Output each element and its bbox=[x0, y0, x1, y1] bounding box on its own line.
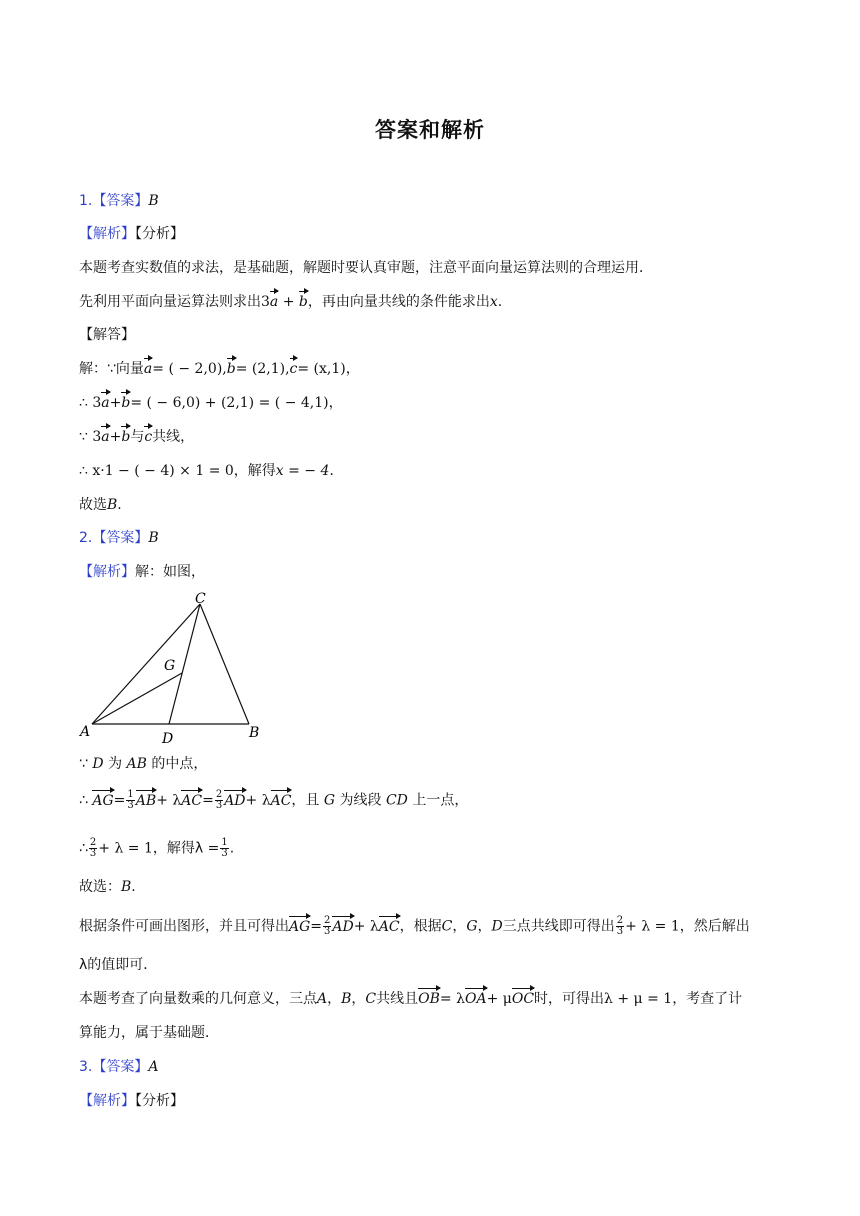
q2-answer-label: 【答案】 bbox=[92, 530, 149, 546]
q2-s3-therefore: ∴ bbox=[79, 840, 88, 857]
q3-analysis-header bbox=[79, 1091, 184, 1111]
q1-s3-collinear: 共线， bbox=[152, 429, 195, 445]
q2-p3-A: A bbox=[317, 991, 328, 1007]
q2-s3-end: . bbox=[229, 840, 235, 857]
q1-solution-line-2 bbox=[79, 393, 343, 413]
q2-s1-AB: AB bbox=[126, 756, 147, 772]
q2-s2-plus-lambda: + λ bbox=[245, 792, 271, 809]
q2-p1-comma: ， bbox=[452, 918, 467, 935]
fraction-two-thirds bbox=[323, 916, 331, 937]
q2-answer-value: B bbox=[148, 530, 159, 546]
q2-analysis-intro bbox=[79, 562, 205, 582]
q1-s2-prefix: ∴ 3 bbox=[79, 395, 102, 411]
q2-s2-G: G bbox=[323, 792, 336, 809]
q2-s1-because: ∵ bbox=[79, 756, 88, 772]
q1-analysis-method: 先利用平面向量运算法则求出3a + b，再由向量共线的条件能求出x. bbox=[79, 294, 503, 310]
q1-s3-with: 与 bbox=[130, 429, 145, 445]
edge-AC bbox=[92, 604, 200, 724]
q1-number: 1. bbox=[79, 193, 93, 209]
q1-method-plus: + bbox=[278, 294, 299, 310]
vector-c: c bbox=[144, 429, 153, 445]
vector-OC: OC bbox=[511, 991, 535, 1007]
vector-AD: AD bbox=[224, 792, 246, 809]
q2-paragraph-line-1 bbox=[79, 916, 750, 937]
q2-solution-line-2 bbox=[79, 790, 468, 811]
q2-intro-text: 解：如图， bbox=[135, 564, 205, 580]
q1-jieda-header: 【解答】 bbox=[79, 327, 135, 343]
q2-s1-is: 为 bbox=[108, 756, 123, 772]
fraction-numerator: 1 bbox=[127, 789, 134, 800]
q1-method-text-a: 先利用平面向量运算法则求出 bbox=[79, 294, 261, 310]
q3-fenxi-label: 【分析】 bbox=[135, 1093, 184, 1109]
q2-s2-CD: CD bbox=[385, 792, 408, 809]
label-C: C bbox=[195, 591, 206, 607]
fraction-denominator: 3 bbox=[616, 926, 624, 937]
vector-c: c bbox=[289, 361, 298, 377]
vector-a: a bbox=[269, 294, 279, 310]
q2-s2-equals: = bbox=[113, 792, 126, 809]
q2-p3-then: 时，可得出 bbox=[534, 991, 605, 1007]
q1-s4-solve: ，解得 bbox=[233, 463, 276, 479]
q1-fenxi-label: 【分析】 bbox=[135, 226, 184, 242]
q2-s2-point: 上一点， bbox=[412, 792, 469, 809]
vector-AD: AD bbox=[332, 918, 354, 935]
q2-s1-D: D bbox=[92, 756, 104, 772]
q1-choose-text: 故选 bbox=[79, 497, 107, 513]
vector-AC: AC bbox=[378, 918, 400, 935]
q2-p1-equals: = bbox=[310, 918, 323, 935]
q2-p3-text: 本题考查了向量数乘的几何意义，三点 bbox=[79, 991, 317, 1007]
q2-p1-equation: + λ = 1 bbox=[625, 918, 680, 935]
q1-choose-answer: B bbox=[107, 497, 118, 513]
vector-b: b bbox=[298, 294, 308, 310]
q2-paragraph-line-3 bbox=[79, 989, 742, 1009]
q1-s3-prefix: ∵ 3 bbox=[79, 429, 102, 445]
q1-method-text-b: ，再由向量共线的条件能求出 bbox=[307, 294, 490, 310]
q2-s1-midpoint: 的中点， bbox=[151, 756, 208, 772]
q1-analysis-header bbox=[79, 224, 184, 244]
fraction-numerator: 2 bbox=[89, 837, 97, 848]
q1-method-var: x bbox=[489, 294, 498, 310]
vector-b: b bbox=[121, 429, 131, 445]
q2-s2-segment: 为线段 bbox=[339, 792, 382, 809]
fraction-one-third bbox=[126, 790, 134, 811]
q2-p1-according: ，根据 bbox=[399, 918, 442, 935]
q1-solution-line-1 bbox=[79, 359, 360, 379]
q2-solution-line-1 bbox=[79, 754, 207, 774]
q2-paragraph-line-2: λ的值即可． bbox=[79, 957, 158, 973]
q2-s3-equation: + λ = 1 bbox=[98, 840, 153, 857]
q2-p1-text: 根据条件可画出图形，并且可得出 bbox=[79, 918, 289, 935]
q1-method-coef: 3 bbox=[261, 294, 270, 310]
q2-p1-plus-lambda: + λ bbox=[353, 918, 379, 935]
page-title: 答案和解析 bbox=[375, 118, 485, 142]
label-A: A bbox=[80, 724, 91, 740]
label-B: B bbox=[249, 725, 260, 741]
fraction-two-thirds bbox=[616, 916, 624, 937]
q1-s4-result: x = − 4 bbox=[275, 463, 330, 479]
triangle-figure bbox=[76, 588, 276, 748]
fraction-denominator: 3 bbox=[221, 848, 228, 859]
q1-s3-plus: + bbox=[109, 429, 122, 445]
q2-p3-equation: λ + μ = 1 bbox=[604, 991, 673, 1007]
q1-s4-equation: ∴ x·1 − ( − 4) × 1 = 0 bbox=[79, 463, 234, 479]
q1-solution-line-3 bbox=[79, 427, 194, 447]
fraction-denominator: 3 bbox=[127, 800, 134, 811]
vector-b: b bbox=[226, 361, 236, 377]
q2-choose-line bbox=[79, 877, 136, 897]
q2-s2-equals: = bbox=[202, 792, 214, 809]
q3-answer-line bbox=[79, 1057, 158, 1077]
q3-jiexi-label: 【解析】 bbox=[79, 1093, 135, 1109]
vector-AG: AG bbox=[289, 918, 311, 935]
q1-jiexi-label: 【解析】 bbox=[79, 226, 135, 242]
q1-choose-end: . bbox=[117, 497, 122, 513]
vector-OA: OA bbox=[464, 991, 487, 1007]
q2-p3-comma: ， bbox=[327, 991, 342, 1007]
q2-answer-line bbox=[79, 528, 159, 548]
q3-answer-label: 【答案】 bbox=[92, 1059, 149, 1075]
q2-choose-end: . bbox=[131, 879, 136, 895]
q2-p3-B: B bbox=[341, 991, 352, 1007]
q2-number: 2. bbox=[79, 530, 93, 546]
q2-paragraph-line-4: 算能力，属于基础题． bbox=[79, 1025, 219, 1041]
fraction-numerator: 2 bbox=[616, 915, 624, 926]
vector-b: b bbox=[121, 395, 131, 411]
q1-b-value: = (2,1), bbox=[235, 361, 290, 377]
q2-p1-comma: ， bbox=[477, 918, 492, 935]
q2-p1-C: C bbox=[441, 918, 453, 935]
q3-answer-value: A bbox=[148, 1059, 159, 1075]
fraction-denominator: 3 bbox=[215, 800, 223, 811]
vector-AC: AC bbox=[270, 792, 292, 809]
q2-p3-tail: ，考查了计 bbox=[672, 991, 743, 1007]
edge-CB bbox=[200, 604, 249, 724]
vector-AB: AB bbox=[135, 792, 157, 809]
q1-analysis-text: 本题考查实数值的求法，是基础题，解题时要认真审题，注意平面向量运算法则的合理运用． bbox=[79, 260, 653, 276]
q2-s2-and: ，且 bbox=[291, 792, 320, 809]
fraction-numerator: 2 bbox=[215, 789, 223, 800]
q1-s2-plus: + bbox=[109, 395, 122, 411]
q1-s4-end: . bbox=[329, 463, 334, 479]
q2-p1-D: D bbox=[491, 918, 503, 935]
fraction-denominator: 3 bbox=[324, 926, 331, 937]
label-D: D bbox=[162, 731, 174, 747]
q1-s2-result: = ( − 6,0) + (2,1) = ( − 4,1)， bbox=[130, 395, 343, 411]
q1-choose-line bbox=[79, 495, 122, 515]
q1-a-value: = ( − 2,0), bbox=[152, 361, 227, 377]
q3-number: 3. bbox=[79, 1059, 93, 1075]
q1-answer-line bbox=[79, 191, 159, 211]
q2-jiexi-label: 【解析】 bbox=[79, 564, 135, 580]
vector-AC: AC bbox=[181, 792, 203, 809]
fraction-numerator: 2 bbox=[324, 915, 331, 926]
q2-p3-C: C bbox=[365, 991, 377, 1007]
fraction-numerator: 1 bbox=[221, 837, 228, 848]
vector-a: a bbox=[101, 395, 110, 411]
q2-choose-answer: B bbox=[121, 879, 132, 895]
fraction-denominator: 3 bbox=[89, 848, 97, 859]
q1-answer-label: 【答案】 bbox=[92, 193, 149, 209]
q2-p3-collinear: 共线且 bbox=[376, 991, 419, 1007]
q2-p1-G: G bbox=[466, 918, 478, 935]
q2-p1-collinear: 三点共线即可得出 bbox=[502, 918, 615, 935]
q2-p3-comma: ， bbox=[351, 991, 366, 1007]
fraction-one-third bbox=[220, 838, 228, 859]
q2-p1-then: ，然后解出 bbox=[679, 918, 750, 935]
segment-AG bbox=[92, 673, 182, 724]
vector-AG: AG bbox=[92, 792, 114, 809]
q2-s2-therefore: ∴ bbox=[79, 792, 88, 809]
q2-p3-plus-mu: + μ bbox=[486, 991, 512, 1007]
q2-choose-text: 故选： bbox=[79, 879, 121, 895]
q2-p3-eq-lambda: = λ bbox=[439, 991, 465, 1007]
fraction-two-thirds bbox=[215, 790, 223, 811]
q1-c-value: = (x,1)， bbox=[297, 361, 360, 377]
q2-s3-solve: ，解得λ = bbox=[152, 840, 220, 857]
vector-a: a bbox=[101, 429, 110, 445]
q2-solution-line-3 bbox=[79, 838, 234, 859]
vector-OB: OB bbox=[418, 991, 440, 1007]
fraction-two-thirds bbox=[89, 838, 97, 859]
q2-s2-plus-lambda: + λ bbox=[156, 792, 182, 809]
q1-sol-prefix: 解：∵向量 bbox=[79, 361, 144, 377]
q1-solution-line-4 bbox=[79, 461, 334, 481]
q1-answer-value: B bbox=[148, 193, 159, 209]
label-G: G bbox=[164, 658, 176, 674]
vector-a: a bbox=[143, 361, 153, 377]
